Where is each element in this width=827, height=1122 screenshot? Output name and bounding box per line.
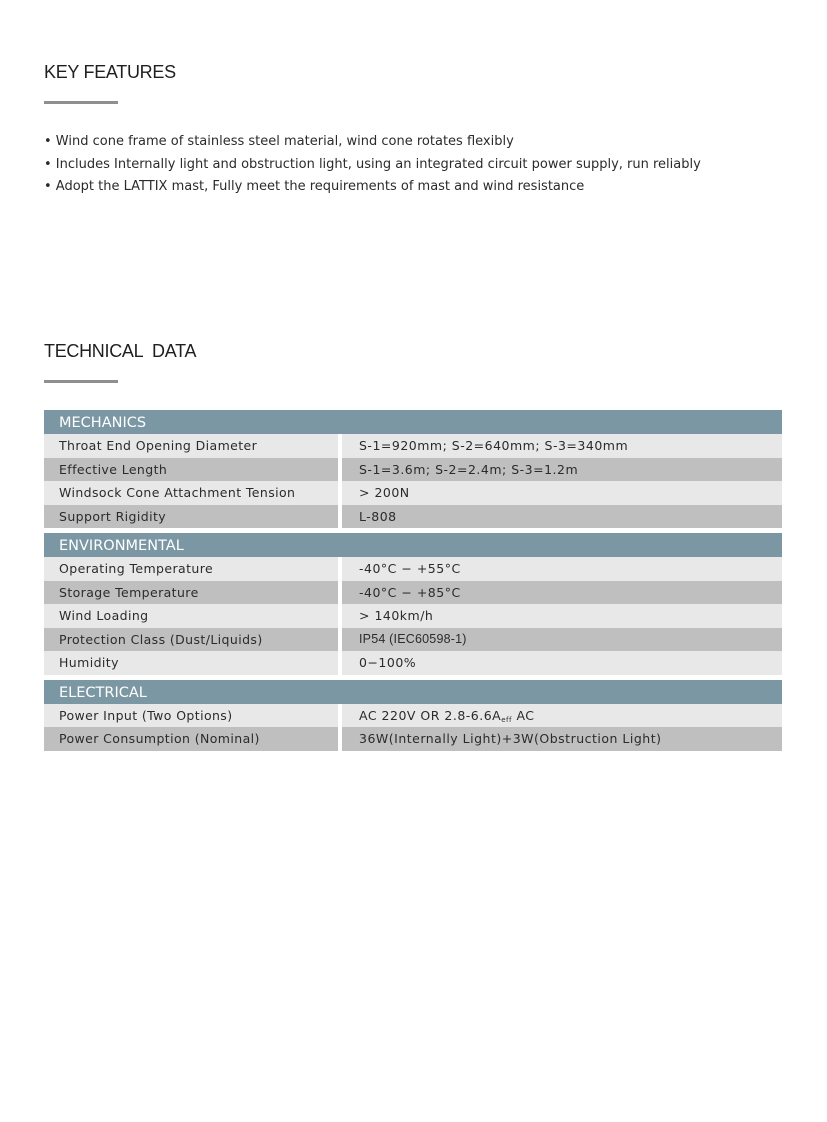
row-value: > 140km/h: [342, 604, 782, 628]
row-value: > 200N: [342, 481, 782, 505]
row-label: Wind Loading: [44, 604, 338, 628]
row-value: [342, 704, 782, 728]
key-features-divider: [44, 101, 118, 104]
row-value: -40°C − +85°C: [342, 581, 782, 605]
value-prefix: AC 220V OR 2.8-6.6A: [359, 707, 502, 723]
row-value: 0−100%: [342, 651, 782, 675]
table-row: [44, 581, 782, 605]
row-label: Storage Temperature: [44, 581, 338, 605]
row-label: Effective Length: [44, 458, 338, 482]
technical-data-title: TECHNICAL DATA: [44, 341, 197, 361]
environmental-header: ENVIRONMENTAL: [44, 533, 782, 557]
technical-data-divider: [44, 380, 118, 383]
row-label: Operating Temperature: [44, 557, 338, 581]
key-features-title: KEY FEATURES: [44, 62, 176, 82]
electrical-header: ELECTRICAL: [44, 680, 782, 704]
value-subscript: eff: [501, 715, 512, 724]
row-value: S-1=3.6m; S-2=2.4m; S-3=1.2m: [342, 458, 782, 482]
row-label: Humidity: [44, 651, 338, 675]
row-label: Protection Class (Dust/Liquids): [44, 628, 338, 652]
row-label: Power Consumption (Nominal): [44, 727, 338, 751]
feature-item: • Includes Internally light and obstruction light, using an integrated circuit power supply, run reliably: [44, 156, 701, 172]
row-label: Support Rigidity: [44, 505, 338, 529]
row-value: 36W(Internally Light)+3W(Obstruction Light): [342, 727, 782, 751]
table-row: [44, 651, 782, 675]
value-suffix: AC: [511, 707, 535, 723]
table-row: [44, 628, 782, 652]
row-value: L-808: [342, 505, 782, 529]
table-row: [44, 505, 782, 529]
row-label: Throat End Opening Diameter: [44, 434, 338, 458]
table-row: [44, 557, 782, 581]
table-row: [44, 481, 782, 505]
row-value: IP54 (IEC60598-1): [342, 628, 782, 652]
feature-item: • Wind cone frame of stainless steel material, wind cone rotates flexibly: [44, 134, 514, 149]
key-features-list: [44, 131, 701, 199]
table-row: [44, 458, 782, 482]
row-label: Power Input (Two Options): [44, 704, 338, 728]
row-value: S-1=920mm; S-2=640mm; S-3=340mm: [342, 434, 782, 458]
feature-item: • Adopt the LATTIX mast, Fully meet the requirements of mast and wind resistance: [44, 179, 585, 195]
table-row: [44, 727, 782, 751]
technical-data-table: [44, 410, 782, 751]
row-label: Windsock Cone Attachment Tension: [44, 481, 338, 505]
table-row: [44, 434, 782, 458]
row-value: -40°C − +55°C: [342, 557, 782, 581]
mechanics-header: MECHANICS: [44, 410, 782, 434]
table-row: [44, 704, 782, 728]
table-row: [44, 604, 782, 628]
